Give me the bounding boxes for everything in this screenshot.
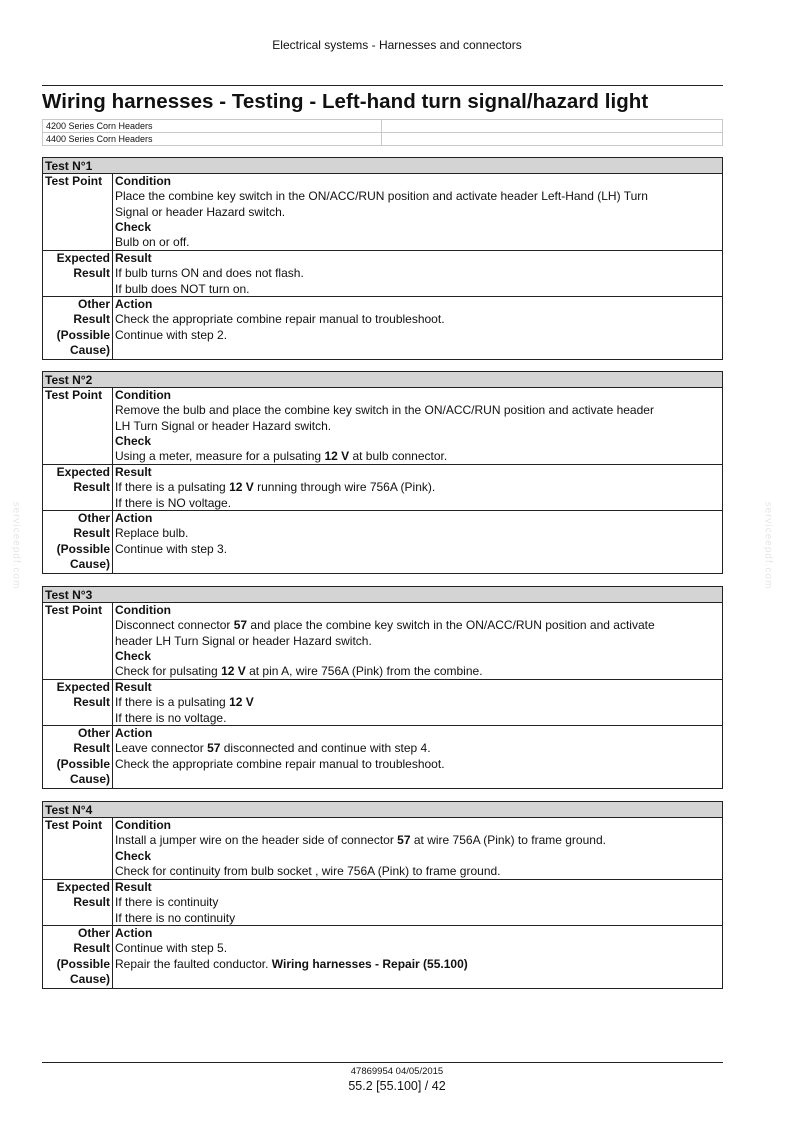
test-point-body [113, 603, 722, 679]
label-line: Result [73, 741, 110, 756]
expected-result-label [43, 465, 113, 510]
result-text: If there is no continuity [115, 910, 236, 925]
action-text: Continue with step 3. [115, 541, 228, 556]
condition-text: Place the combine key switch in the ON/ACC/RUN position and activate header Left-Hand (LH) Turn [115, 189, 648, 204]
result-body [113, 251, 722, 296]
label-line: Result [73, 695, 110, 710]
applicability-row [43, 133, 723, 146]
voltage-value: 12 V [221, 664, 246, 679]
condition-heading: Condition [115, 818, 171, 832]
text-run: Check for pulsating [115, 664, 222, 679]
title-rule [42, 85, 723, 86]
applicability-empty-cell [382, 120, 723, 133]
other-result-row [43, 511, 722, 573]
voltage-value: 12 V [229, 480, 254, 495]
test-table-3 [42, 586, 723, 789]
text-run: at bulb connector. [349, 449, 448, 464]
text-run: at pin A, wire 756A (Pink) from the combine. [245, 664, 483, 679]
test-point-label: Test Point [43, 603, 113, 679]
voltage-value: 12 V [229, 695, 254, 710]
check-text: Check for continuity from bulb socket , wire 756A (Pink) to frame ground. [115, 863, 501, 878]
label-line: Cause) [69, 971, 110, 986]
text-run: If there is a pulsating [115, 695, 230, 710]
text-run: Using a meter, measure for a pulsating [115, 449, 325, 464]
other-result-row [43, 926, 722, 988]
connector-number: 57 [207, 741, 221, 756]
text-run: and place the combine key switch in the ON/ACC/RUN position and activate [247, 618, 655, 633]
label-line: Cause) [69, 556, 110, 571]
result-text [115, 695, 720, 710]
watermark-left: serviceepdf.com [10, 501, 22, 590]
action-text: Check the appropriate combine repair manual to troubleshoot. [115, 312, 445, 327]
action-text: Continue with step 2. [115, 327, 228, 342]
action-heading: Action [115, 297, 153, 311]
voltage-value: 12 V [324, 449, 350, 464]
action-body [113, 926, 722, 988]
test-point-row [43, 603, 722, 680]
condition-heading: Condition [115, 174, 171, 188]
label-line: Result [73, 941, 110, 956]
text-run: Leave connector [115, 741, 208, 756]
condition-text [115, 618, 720, 633]
label-line: Other [77, 726, 110, 740]
result-body [113, 465, 722, 510]
label-line: Result [73, 312, 110, 327]
applicability-empty-cell [382, 133, 723, 146]
label-line: Other [77, 297, 110, 311]
applicability-cell: 4200 Series Corn Headers [43, 120, 382, 133]
result-heading: Result [115, 680, 152, 694]
expected-result-row [43, 465, 722, 511]
other-result-label [43, 726, 113, 788]
applicability-row [43, 120, 723, 133]
expected-result-row [43, 251, 722, 297]
result-body [113, 680, 722, 725]
page-number: 55.2 [55.100] / 42 [348, 1079, 446, 1093]
action-text [115, 957, 720, 972]
other-result-label [43, 926, 113, 988]
label-line: Result [73, 266, 110, 281]
condition-text: Signal or header Hazard switch. [115, 204, 286, 219]
action-text: Check the appropriate combine repair manual to troubleshoot. [115, 756, 445, 771]
label-line: Result [73, 526, 110, 541]
label-line: (Possible [56, 541, 110, 556]
text-run: disconnected and continue with step 4. [220, 741, 431, 756]
test-title: Test N°3 [43, 587, 722, 603]
test-table-4 [42, 801, 723, 989]
running-header: Electrical systems - Harnesses and connectors [272, 38, 522, 52]
check-text [115, 664, 720, 679]
label-line: Expected [56, 465, 110, 479]
test-point-row [43, 388, 722, 465]
result-text: If bulb turns ON and does not flash. [115, 266, 304, 281]
check-text: Bulb on or off. [115, 235, 190, 250]
action-body [113, 511, 722, 573]
text-run: Disconnect connector [115, 618, 234, 633]
connector-number: 57 [233, 618, 248, 633]
result-text [115, 480, 720, 495]
text-run: If there is a pulsating [115, 480, 230, 495]
action-heading: Action [115, 511, 153, 525]
condition-text: header LH Turn Signal or header Hazard switch. [115, 633, 372, 648]
other-result-row [43, 297, 722, 359]
result-body [113, 880, 722, 925]
condition-heading: Condition [115, 388, 171, 402]
check-heading: Check [115, 848, 152, 863]
action-text: Continue with step 5. [115, 941, 228, 956]
expected-result-label [43, 880, 113, 925]
action-body [113, 726, 722, 788]
condition-text [115, 833, 720, 848]
test-point-row [43, 174, 722, 251]
test-point-body [113, 388, 722, 464]
label-line: Result [73, 480, 110, 495]
other-result-label [43, 511, 113, 573]
test-point-label: Test Point [43, 388, 113, 464]
check-heading: Check [115, 433, 152, 448]
expected-result-label [43, 680, 113, 725]
result-heading: Result [115, 251, 152, 265]
action-body [113, 297, 722, 359]
check-heading: Check [115, 219, 152, 234]
result-text: If there is continuity [115, 895, 219, 910]
result-text: If there is NO voltage. [115, 495, 232, 510]
expected-result-row [43, 880, 722, 926]
condition-heading: Condition [115, 603, 171, 617]
check-text [115, 449, 720, 464]
action-heading: Action [115, 726, 153, 740]
label-line: Cause) [69, 342, 110, 357]
label-line: Expected [56, 880, 110, 894]
action-text [115, 741, 720, 756]
check-heading: Check [115, 648, 152, 663]
watermark-right: serviceepdf.com [762, 501, 774, 590]
result-text: If there is no voltage. [115, 710, 227, 725]
label-line: Other [77, 926, 110, 940]
test-point-label: Test Point [43, 174, 113, 250]
test-point-body [113, 818, 722, 879]
text-run: Install a jumper wire on the header side of connector [115, 833, 398, 848]
cross-reference-link[interactable]: Wiring harnesses - Repair (55.100) [271, 956, 468, 971]
label-line: Result [73, 895, 110, 910]
text-run: Repair the faulted conductor. [115, 956, 272, 971]
result-text: If bulb does NOT turn on. [115, 281, 250, 296]
label-line: Other [77, 511, 110, 525]
text-run: running through wire 756A (Pink). [253, 480, 436, 495]
text-run: at wire 756A (Pink) to frame ground. [410, 833, 606, 848]
result-heading: Result [115, 880, 152, 894]
applicability-table [42, 119, 723, 146]
label-line: (Possible [56, 956, 110, 971]
condition-text: Remove the bulb and place the combine key switch in the ON/ACC/RUN position and activate header [115, 403, 654, 418]
condition-text: LH Turn Signal or header Hazard switch. [115, 418, 332, 433]
label-line: (Possible [56, 756, 110, 771]
test-point-label: Test Point [43, 818, 113, 879]
label-line: (Possible [56, 327, 110, 342]
other-result-row [43, 726, 722, 788]
document-number: 47869954 04/05/2015 [350, 1066, 444, 1077]
footer-rule [42, 1062, 723, 1063]
applicability-cell: 4400 Series Corn Headers [43, 133, 382, 146]
test-title: Test N°1 [43, 158, 722, 174]
result-heading: Result [115, 465, 152, 479]
label-line: Expected [56, 251, 110, 265]
other-result-label [43, 297, 113, 359]
expected-result-row [43, 680, 722, 726]
action-heading: Action [115, 926, 153, 940]
page-title: Wiring harnesses - Testing - Left-hand turn signal/hazard light [42, 90, 649, 113]
test-title: Test N°2 [43, 372, 722, 388]
expected-result-label [43, 251, 113, 296]
test-table-1 [42, 157, 723, 360]
connector-number: 57 [397, 833, 411, 848]
test-title: Test N°4 [43, 802, 722, 818]
action-text: Replace bulb. [115, 526, 189, 541]
test-point-row [43, 818, 722, 880]
label-line: Expected [56, 680, 110, 694]
test-table-2 [42, 371, 723, 574]
test-point-body [113, 174, 722, 250]
label-line: Cause) [69, 771, 110, 786]
